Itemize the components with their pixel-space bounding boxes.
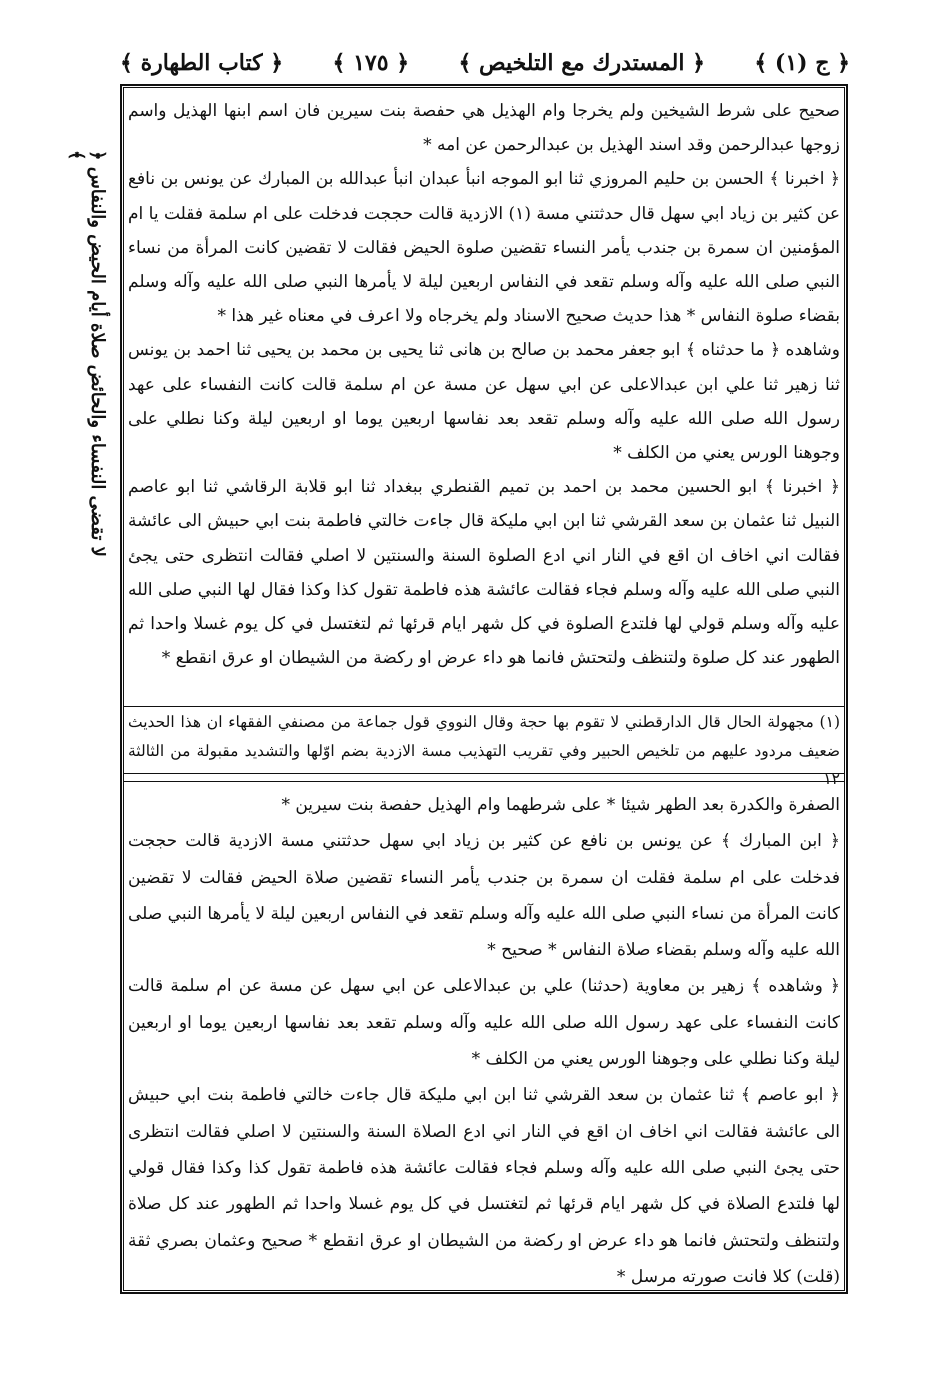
book-title: ﴿ المستدرك مع التلخيص ﴾ — [458, 50, 706, 76]
volume-label: ﴿ ج (١) ﴾ — [754, 50, 850, 76]
main-paragraph: ﴿ اخبرنا ﴾ ابو الحسين محمد بن احمد بن تميم القنطري ببغداد ثنا ابو قلابة الرقاشي ثنا ابو عاصم النبيل ثنا عثمان بن سعد القرشي ثنا ابن ابي مليكة قال جاءت خالتي فاطمة بنت ابي حبيش الى عائشة فقالت اني اخاف ان اقع في النار اني ادع الصلوة السنة والسنتين لا اصلي فقالت انتظرى حتى يجئ النبي صلى الله عليه وآله وسلم فجاء فقالت عائشة هذه فاطمة تقول كذا وكذا فقال لها النبي صلى الله عليه وآله وسلم قولي لها فلتدع الصلوة في كل شهر ايام قرئها ثم لتغتسل في كل يوم غسلا واحدا ثم الطهور عند كل صلوة ولتنظف ولتحتش فانما هو داء عرض او ركضة من الشيطان او عرق انقطع * — [128, 477, 840, 669]
footnote-divider — [123, 706, 845, 707]
side-heading: ﴿ لا تقضى النفساء والحائض صلاة أيام الحيض والنفاس ﴾ — [66, 150, 108, 557]
summary-paragraph: الصفرة والكدرة بعد الطهر شيئا * على شرطهما وام الهذيل حفصة بنت سيرين * — [281, 795, 840, 815]
main-text — [128, 94, 840, 675]
summary-text — [128, 787, 840, 1295]
chapter-title: ﴿ كتاب الطهارة ﴾ — [120, 50, 284, 76]
summary-paragraph: ﴿ ابو عاصم ﴾ ثنا عثمان بن سعد القرشي ثنا ابن ابي مليكة قال جاءت خالتي فاطمة بنت ابي حبيش الى عائشة فقالت اني اخاف ان اقع في النار اني ادع الصلاة السنة والسنتين لا اصلي فقالت انتظرى حتى يجئ النبي صلى الله عليه وآله وسلم فجاء فقالت عائشة هذه فاطمة تقول كذا وكذا فقال قولي لها فلتدع الصلاة في كل شهر ايام قرئها ثم لتغتسل في كل يوم غسلا واحدا ثم الطهور عند كل صلاة ولتنظف ولتحتش فانما هو داء عرض او ركضة من الشيطان او عرق انقطع * صحيح وعثمان بصري ثقة (قلت) كلا فانت صورته مرسل * — [128, 1085, 840, 1287]
summary-paragraph: ﴿ وشاهده ﴾ زهير بن معاوية (حدثنا) علي بن عبدالاعلى عن ابي سهل عن مسة عن ام سلمة قالت كانت النفساء على عهد رسول الله صلى الله عليه وآله وسلم تقعد بعد نفاسها اربعين يوما او اربعين ليلة وكنا نطلي على وجوهنا الورس يعني من الكلف * — [128, 976, 840, 1070]
main-paragraph: ﴿ اخبرنا ﴾ الحسن بن حليم المروزي ثنا ابو الموجه انبأ عبدان انبأ عبدالله بن المبارك عن يونس بن نافع عن كثير بن زياد ابي سهل قال حدثتني مسة (١) الازدية قالت حججت فدخلت على ام سلمة فقلت يا ام المؤمنين ان سمرة بن جندب يأمر النساء تقضين صلوة الحيض فقالت لا تقضين كانت المرأة من نساء النبي صلى الله عليه وآله وسلم تقعد في النفاس اربعين ليلة لا يأمرها النبي صلى الله عليه وآله وسلم بقضاء صلوة النفاس * هذا حديث صحيح الاسناد ولم يخرجاه ولا اعرف في معناه غير هذا * — [128, 169, 840, 327]
summary-divider-top — [123, 773, 845, 774]
summary-paragraph: ﴿ ابن المبارك ﴾ عن يونس بن نافع عن كثير بن زياد ابي سهل حدثتني مسة الازدية قالت حججت فدخلت على ام سلمة فقلت ان سمرة بن جندب يأمر النساء تقضين صلاة الحيض فقالت لا تقضين كانت المرأة من نساء النبي صلى الله عليه وآله وسلم تقعد في النفاس اربعين ليلة لا يأمرها النبي صلى الله عليه وآله وسلم بقضاء صلاة النفاس * صحيح * — [128, 831, 840, 961]
main-paragraph: وشاهده ﴿ ما حدثناه ﴾ ابو جعفر محمد بن صالح بن هانى ثنا يحيى بن محمد بن يحيى ثنا احمد بن يونس ثنا زهير ثنا علي ابن عبدالاعلى عن ابي سهل عن مسة عن ام سلمة قالت كانت النفساء على عهد رسول الله صلى الله عليه وآله وسلم تقعد بعد نفاسها اربعين يوما او اربعين ليلة وكنا نطلي على وجوهنا الورس يعني من الكلف * — [128, 340, 840, 464]
summary-divider-bottom — [123, 781, 845, 782]
main-paragraph: صحيح على شرط الشيخين ولم يخرجا وام الهذيل هي حفصة بنت سيرين فان اسم ابنها الهذيل واسم زوجها عبدالرحمن وقد اسند الهذيل بن عبدالرحمن عن امه * — [128, 101, 840, 156]
page-number: ﴿ ١٧٥ ﴾ — [332, 50, 410, 76]
footnote-text: (١) مجهولة الحال قال الدارقطني لا تقوم بها حجة وقال النووي قول جماعة من مصنفي الفقهاء ان هذا الحديث ضعيف مردود عليهم من تلخيص الحبير وفي تقريب التهذيب مسة الازدية بضم اوّلها والتشديد مقبولة من الثالثة ١٢ — [128, 713, 840, 788]
page-header — [120, 40, 850, 86]
